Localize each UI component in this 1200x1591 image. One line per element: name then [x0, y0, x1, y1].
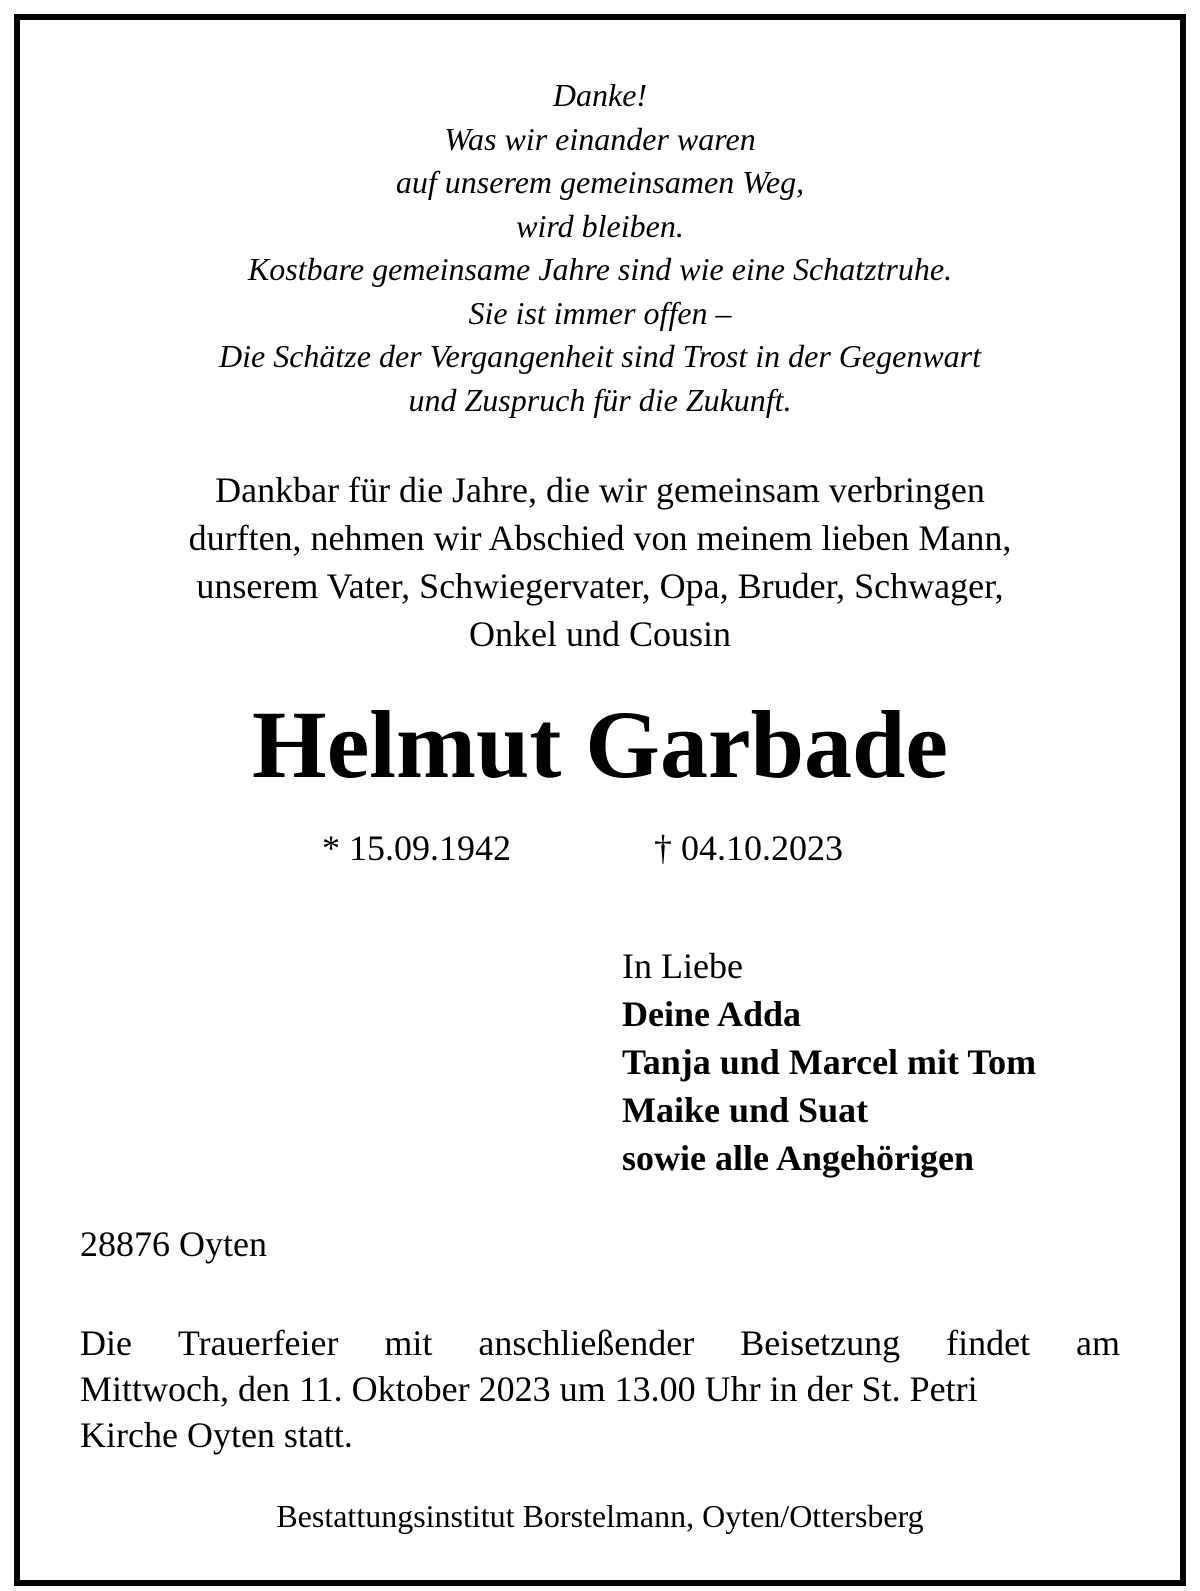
birth-date: * 15.09.1942	[322, 828, 511, 868]
poem	[0, 74, 1200, 422]
funeral-service-text	[80, 1320, 1120, 1458]
poem-line: auf unserem gemeinsamen Weg,	[395, 164, 805, 200]
service-word: anschließender	[478, 1323, 695, 1363]
service-word: findet	[946, 1323, 1031, 1363]
poem-line: Sie ist immer offen –	[468, 294, 732, 331]
undertaker: Bestattungsinstitut Borstelmann, Oyten/Ottersberg	[276, 1498, 924, 1534]
intro-line: unserem Vater, Schwiegervater, Opa, Bruder, Schwager,	[196, 566, 1004, 606]
service-word: Beisetzung	[740, 1323, 901, 1363]
poem-line: wird bleiben.	[516, 207, 684, 244]
death-date: † 04.10.2023	[654, 828, 843, 868]
family-member: Tanja und Marcel mit Tom	[622, 1042, 1037, 1082]
deceased-name: Helmut Garbade	[252, 691, 948, 798]
intro-line: Onkel und Cousin	[468, 614, 731, 654]
service-word: Die	[80, 1323, 132, 1363]
intro-text	[0, 466, 1200, 658]
poem-line: Die Schätze der Vergangenheit sind Trost in der Gegenwart	[219, 338, 981, 374]
poem-line: Was wir einander waren	[444, 120, 756, 157]
service-line	[80, 1320, 1120, 1366]
poem-line: Kostbare gemeinsame Jahre sind wie eine Schatztruhe.	[247, 251, 953, 287]
poem-line: Danke!	[552, 77, 648, 113]
family-greeting: In Liebe	[622, 946, 743, 986]
service-word: mit	[384, 1323, 433, 1363]
service-line: Mittwoch, den 11. Oktober 2023 um 13.00 Uhr in der St. Petri	[80, 1369, 978, 1409]
family-signature	[622, 942, 1036, 1182]
intro-line: durften, nehmen wir Abschied von meinem lieben Mann,	[188, 518, 1012, 558]
service-line: Kirche Oyten statt.	[80, 1415, 353, 1455]
place: 28876 Oyten	[80, 1224, 267, 1264]
service-word: am	[1075, 1323, 1120, 1363]
poem-line: und Zuspruch für die Zukunft.	[408, 381, 792, 418]
intro-line: Dankbar für die Jahre, die wir gemeinsam verbringen	[215, 470, 985, 510]
family-member: Maike und Suat	[622, 1090, 869, 1130]
service-word: Trauerfeier	[177, 1323, 339, 1363]
family-member: Deine Adda	[622, 994, 802, 1034]
family-member: sowie alle Angehörigen	[622, 1138, 974, 1178]
